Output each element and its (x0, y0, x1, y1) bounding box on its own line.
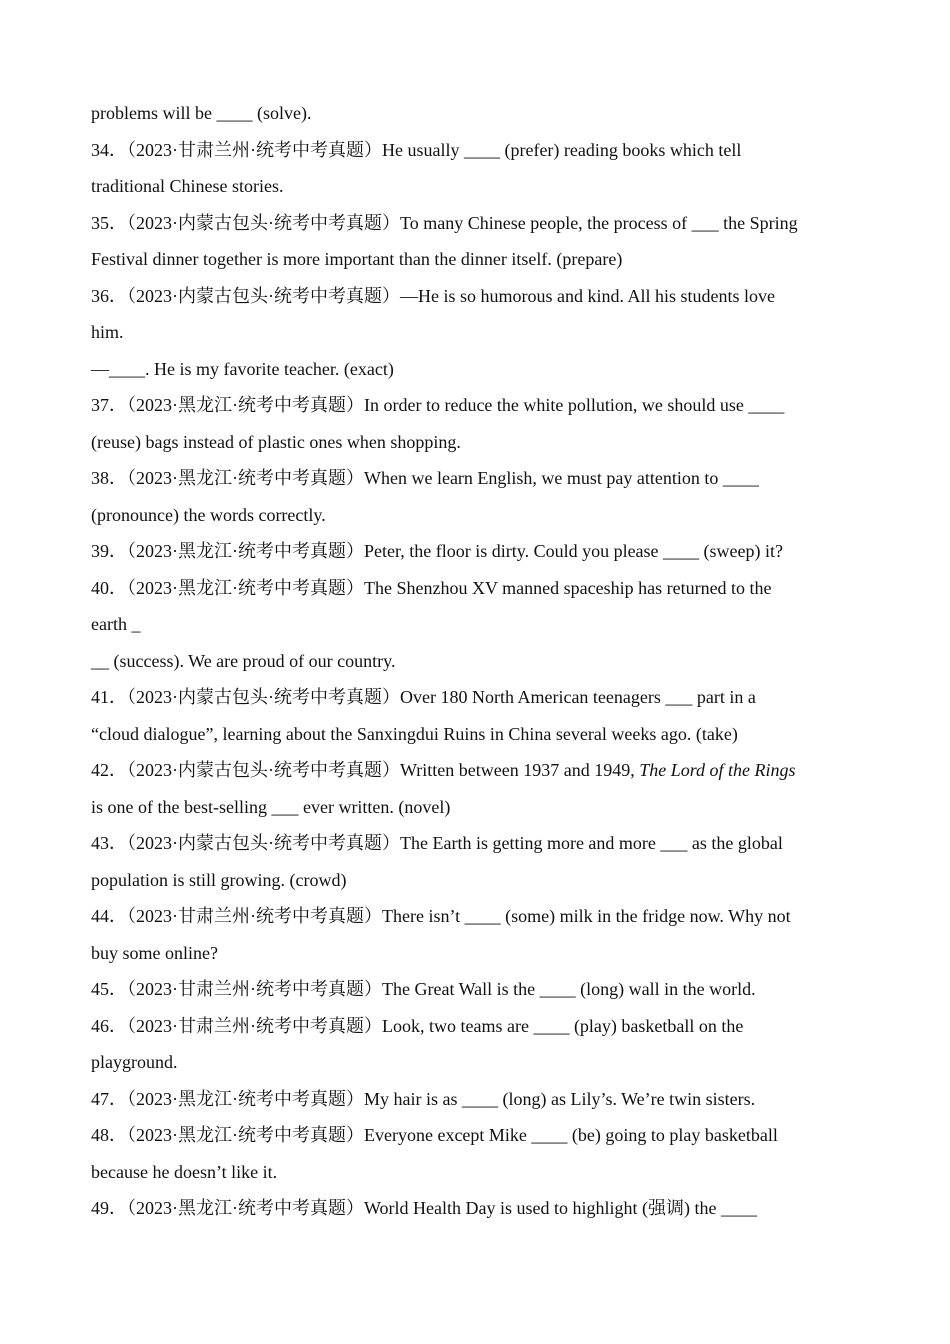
question-38-line-1: 38．（2023·黑龙江·统考中考真题）When we learn English, we must pay attention to ____ (91, 468, 759, 488)
question-42-text: 42．（2023·内蒙古包头·统考中考真题）Written between 1937 and 1949, (91, 760, 635, 780)
question-43-line-2: population is still growing. (crowd) (91, 869, 347, 890)
question-47-line-1: 47．（2023·黑龙江·统考中考真题）My hair is as ____ (long) as Lily’s. We’re twin sisters. (91, 1088, 756, 1109)
question-43-line-1: 43．（2023·内蒙古包头·统考中考真题）The Earth is getting more and more ___ as the global (91, 833, 783, 853)
question-36-line-3: —____. He is my favorite teacher. (exact) (91, 358, 394, 379)
question-42-line-1 (91, 752, 861, 789)
question-36-line-1: 36．（2023·内蒙古包头·统考中考真题）—He is so humorous and kind. All his students love (91, 285, 775, 306)
question-34-line-1: 34．（2023·甘肃兰州·统考中考真题）He usually ____ (prefer) reading books which tell (91, 139, 742, 160)
question-40-line-1: 40．（2023·黑龙江·统考中考真题）The Shenzhou XV manned spaceship has returned to the (91, 577, 772, 598)
question-37-line-2: (reuse) bags instead of plastic ones when shopping. (91, 431, 461, 452)
question-41-line-2: “cloud dialogue”, learning about the Sanxingdui Ruins in China several weeks ago. (take) (91, 723, 738, 744)
text-line: problems will be ____ (solve). (91, 103, 312, 123)
question-35-line-2: Festival dinner together is more important than the dinner itself. (prepare) (91, 249, 623, 269)
question-49-line-1: 49．（2023·黑龙江·统考中考真题）World Health Day is used to highlight (强调) the ____ (91, 1198, 757, 1218)
question-37-line-1: 37．（2023·黑龙江·统考中考真题）In order to reduce the white pollution, we should use ____ (91, 395, 785, 415)
question-48-line-1: 48．（2023·黑龙江·统考中考真题）Everyone except Mike ____ (be) going to play basketball (91, 1125, 778, 1145)
question-36-line-2: him. (91, 322, 124, 342)
question-38-line-2: (pronounce) the words correctly. (91, 504, 326, 525)
exercise-text (91, 95, 861, 1227)
question-35-line-1: 35．（2023·内蒙古包头·统考中考真题）To many Chinese people, the process of ___ the Spring (91, 212, 798, 233)
question-44-line-1: 44．（2023·甘肃兰州·统考中考真题）There isn’t ____ (some) milk in the fridge now. Why not (91, 906, 791, 926)
question-45-line-1: 45．（2023·甘肃兰州·统考中考真题）The Great Wall is the ____ (long) wall in the world. (91, 979, 756, 999)
question-48-line-2: because he doesn’t like it. (91, 1161, 278, 1182)
question-40-line-2: earth _ (91, 614, 141, 634)
question-42-line-2: is one of the best-selling ___ ever written. (novel) (91, 796, 451, 817)
question-41-line-1: 41．（2023·内蒙古包头·统考中考真题）Over 180 North American teenagers ___ part in a (91, 687, 756, 707)
question-39-line-1: 39．（2023·黑龙江·统考中考真题）Peter, the floor is dirty. Could you please ____ (sweep) it? (91, 541, 784, 561)
question-44-line-2: buy some online? (91, 942, 218, 963)
question-40-line-3: __ (success). We are proud of our country. (91, 650, 396, 671)
question-46-line-2: playground. (91, 1052, 178, 1072)
book-title: The Lord of the Rings (639, 760, 796, 780)
question-34-line-2: traditional Chinese stories. (91, 176, 284, 196)
question-46-line-1: 46．（2023·甘肃兰州·统考中考真题）Look, two teams are ____ (play) basketball on the (91, 1015, 744, 1036)
